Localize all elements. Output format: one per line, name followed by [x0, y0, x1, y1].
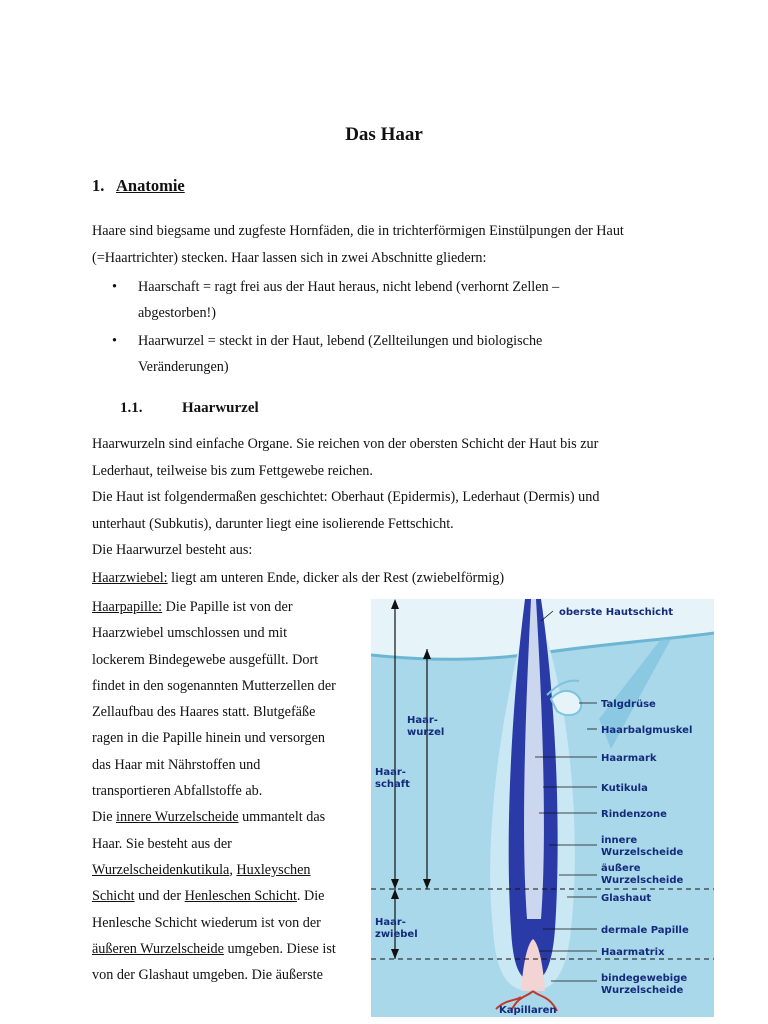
subsection-number: 1.1. — [120, 400, 143, 416]
column-line: lockerem Bindegewebe ausgefüllt. Dort — [92, 651, 319, 668]
column-line: Zellaufbau des Haares statt. Blutgefäße — [92, 704, 316, 721]
bullet-icon: • — [112, 333, 117, 349]
bullet-icon: • — [112, 279, 117, 295]
label-aeussere-wurzelscheide: Wurzelscheide — [601, 875, 684, 886]
page-title: Das Haar — [345, 124, 423, 145]
column-text: Die Papille ist von der — [162, 599, 293, 615]
column-line: findet in den sogenannten Mutterzellen der — [92, 677, 336, 694]
column-text: umgeben. Diese ist — [223, 940, 336, 957]
column-line: ragen in die Papille hinein und versorgen — [92, 730, 325, 747]
label-dermale-papille: dermale Papille — [601, 925, 689, 936]
term-schicht: Schicht — [92, 888, 135, 905]
label-bindegewebige-wurzelscheide: Wurzelscheide — [601, 985, 684, 996]
label-kutikula: Kutikula — [601, 783, 648, 794]
label-oberste-hautschicht: oberste Hautschicht — [559, 607, 674, 618]
column-line: Henlesche Schicht wiederum ist von der — [92, 914, 321, 931]
term-haarpapille: Haarpapille: — [92, 599, 163, 615]
label-innere-wurzelscheide: Wurzelscheide — [601, 847, 684, 858]
intro-line-2: (=Haartrichter) stecken. Haar lassen sich in zwei Abschnitte gliedern: — [92, 250, 487, 266]
column-line — [92, 936, 364, 962]
column-text: . Die — [296, 888, 325, 905]
term-innere-wurzelscheide: innere Wurzelscheide — [116, 809, 239, 826]
label-innere: innere — [601, 835, 638, 846]
paragraph-line-1: Haarwurzeln sind einfache Organe. Sie reichen von der obersten Schicht der Haut bis zur — [92, 436, 599, 452]
subsection-title: Haarwurzel — [182, 400, 259, 416]
column-line: transportieren Abfallstoffe ab. — [92, 783, 263, 800]
haarzwiebel-line — [92, 565, 504, 591]
hair-anatomy-diagram — [371, 599, 714, 1017]
label-bindegewebige: bindegewebige — [601, 973, 688, 984]
intro-line-1: Haare sind biegsame und zugfeste Hornfäden, die in trichterförmigen Einstülpungen der Haut — [92, 223, 624, 239]
column-text: und der — [134, 888, 185, 905]
term-wurzelscheidenkutikula: Wurzelscheidenkutikula — [92, 861, 230, 878]
label-aeussere: äußere — [601, 863, 641, 874]
label-haarmark: Haarmark — [601, 753, 657, 764]
column-line — [92, 594, 364, 620]
column-text: ummantelt das — [238, 809, 326, 826]
text-column — [92, 594, 364, 988]
paragraph-line-3: Die Haut ist folgendermaßen geschichtet: Oberhaut (Epidermis), Lederhaut (Dermis) und — [92, 489, 600, 505]
paragraph-line-4: unterhaut (Subkutis), darunter liegt eine isolierende Fettschicht. — [92, 516, 454, 532]
column-line: das Haar mit Nährstoffen und — [92, 756, 261, 773]
column-line: Haar. Sie besteht aus der — [92, 835, 232, 852]
bullet-text: Haarschaft = ragt frei aus der Haut heraus, nicht lebend (verhornt Zellen – abgestorben!) — [138, 279, 560, 321]
column-line: Haarzwiebel umschlossen und mit — [92, 625, 288, 642]
term-haarzwiebel: Haarzwiebel: — [92, 570, 168, 586]
haarzwiebel-text: liegt am unteren Ende, dicker als der Rest (zwiebelförmig) — [167, 570, 505, 586]
label-haarschaft-1: Haar- — [375, 767, 406, 778]
label-haarwurzel-2: wurzel — [407, 727, 445, 738]
label-kapillaren: Kapillaren — [499, 1005, 557, 1016]
column-text: , — [229, 861, 237, 878]
paragraph-line-2: Lederhaut, teilweise bis zum Fettgewebe reichen. — [92, 463, 373, 479]
section-title: Anatomie — [116, 176, 185, 195]
term-huxleyschen: Huxleyschen — [236, 861, 311, 878]
term-henleschen-schicht: Henleschen Schicht — [184, 888, 297, 905]
section-heading-anatomie — [92, 176, 185, 196]
label-haarzwiebel-1: Haar- — [375, 917, 406, 928]
subsection-heading-haarwurzel — [120, 400, 259, 417]
label-haarwurzel-1: Haar- — [407, 715, 438, 726]
column-text: Die — [92, 809, 117, 826]
label-rindenzone: Rindenzone — [601, 809, 667, 820]
column-line — [92, 804, 364, 830]
label-haarbalgmuskel: Haarbalgmuskel — [601, 725, 693, 736]
bullet-text: Haarwurzel = steckt in der Haut, lebend (Zellteilungen und biologische Veränderungen) — [138, 333, 543, 375]
column-line — [92, 883, 364, 909]
label-haarzwiebel-2: zwiebel — [375, 929, 418, 940]
section-number: 1. — [92, 176, 105, 195]
label-talgdruese: Talgdrüse — [601, 699, 656, 710]
label-haarschaft-2: schaft — [375, 779, 410, 790]
label-haarmatrix: Haarmatrix — [601, 947, 665, 958]
column-line — [92, 857, 364, 883]
column-line: von der Glashaut umgeben. Die äußerste — [92, 967, 323, 984]
term-aeussere-wurzelscheide: äußeren Wurzelscheide — [92, 940, 224, 957]
paragraph-line-5: Die Haarwurzel besteht aus: — [92, 542, 253, 558]
label-glashaut: Glashaut — [601, 893, 652, 904]
